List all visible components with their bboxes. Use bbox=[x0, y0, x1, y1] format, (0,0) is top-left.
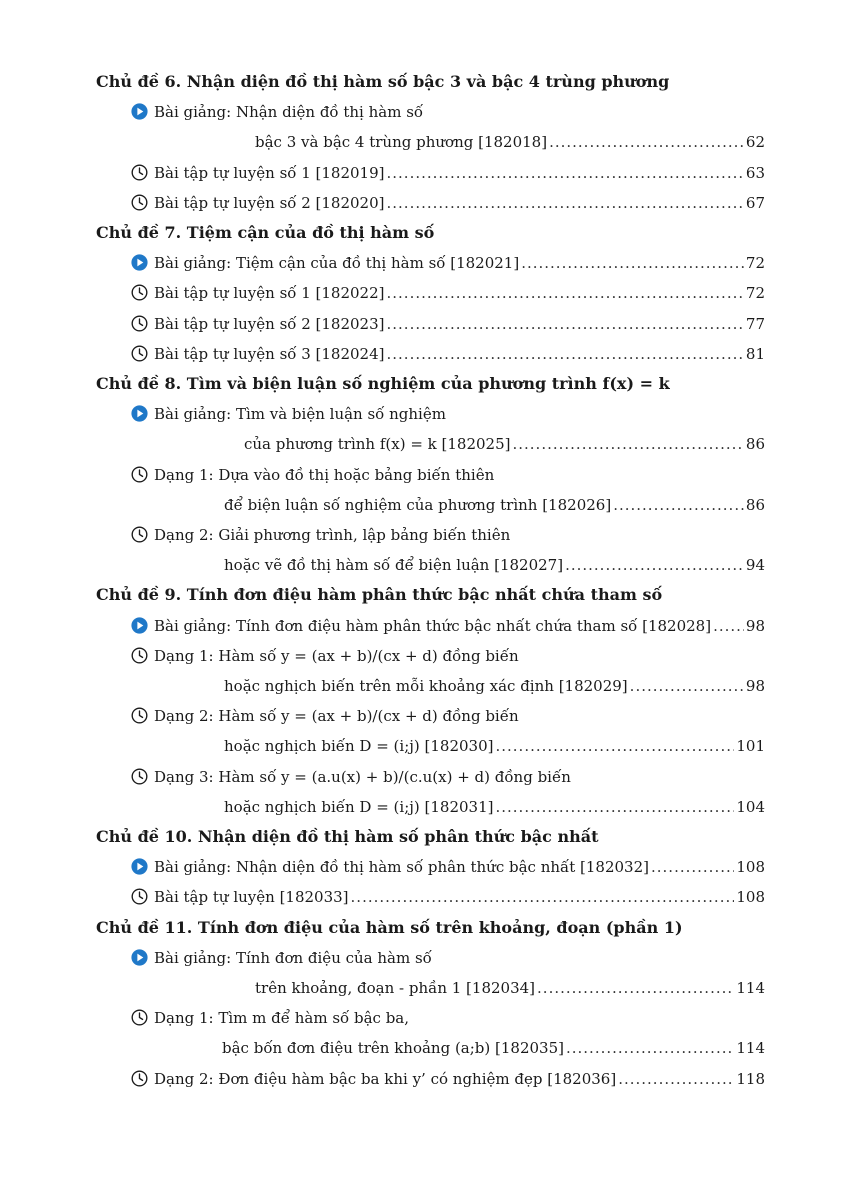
page-number: 63 bbox=[745, 163, 765, 182]
toc-entry-title[interactable]: Bài giảng: Tính đơn điệu của hàm số bbox=[154, 948, 432, 967]
page-number: 94 bbox=[745, 556, 765, 575]
clock-icon bbox=[131, 707, 148, 724]
play-icon bbox=[131, 254, 148, 271]
toc-entry-title: Bài giảng: Nhận diện đồ thị hàm số phân thức bậc nhất [182032] bbox=[154, 858, 649, 877]
dot-leader bbox=[387, 344, 744, 364]
page-number: 108 bbox=[736, 888, 765, 907]
dot-leader bbox=[613, 495, 744, 515]
toc-entry-title: hoặc nghịch biến D = (i;j) [182030] bbox=[224, 737, 494, 756]
page-number: 118 bbox=[736, 1069, 765, 1088]
toc-entry-link[interactable] bbox=[154, 1069, 765, 1089]
section-heading[interactable]: Chủ đề 11. Tính đơn điệu của hàm số trên khoảng, đoạn (phần 1) bbox=[96, 917, 683, 937]
play-icon bbox=[131, 405, 148, 422]
toc-entry-link[interactable] bbox=[154, 314, 765, 334]
clock-icon bbox=[131, 345, 148, 362]
dot-leader bbox=[651, 857, 734, 877]
toc-entry-title: Bài tập tự luyện số 1 [182022] bbox=[154, 284, 385, 303]
toc-entry-title: Bài giảng: Tính đơn điệu hàm phân thức bậc nhất chứa tham số [182028] bbox=[154, 616, 712, 635]
play-icon bbox=[131, 858, 148, 875]
toc-entry-link[interactable] bbox=[154, 857, 765, 877]
toc-entry-title[interactable]: Dạng 2: Hàm số y = (ax + b)/(cx + d) đồng biến bbox=[154, 707, 519, 726]
toc-entry-title: hoặc vẽ đồ thị hàm số để biện luận [182027] bbox=[224, 556, 564, 575]
play-icon bbox=[131, 949, 148, 966]
toc-entry-link[interactable] bbox=[224, 797, 765, 817]
page-number: 67 bbox=[745, 193, 765, 212]
page-number: 101 bbox=[736, 737, 765, 756]
toc-entry-title[interactable]: Dạng 2: Giải phương trình, lập bảng biến thiên bbox=[154, 526, 511, 544]
clock-icon bbox=[131, 768, 148, 785]
toc-entry-link[interactable] bbox=[154, 163, 765, 183]
toc-entry-link[interactable] bbox=[255, 132, 765, 152]
page-number: 62 bbox=[745, 133, 765, 152]
clock-icon bbox=[131, 888, 148, 905]
page-number: 72 bbox=[745, 284, 765, 303]
page-number: 86 bbox=[745, 435, 765, 454]
dot-leader bbox=[351, 887, 735, 907]
toc-entry-title: Bài tập tự luyện số 3 [182024] bbox=[154, 344, 385, 363]
toc-entry-title[interactable]: Dạng 1: Dựa vào đồ thị hoặc bảng biến thiên bbox=[154, 465, 495, 484]
play-icon bbox=[131, 103, 148, 120]
toc-entry-link[interactable] bbox=[154, 193, 765, 213]
page-number: 77 bbox=[745, 314, 765, 333]
page-number: 108 bbox=[736, 858, 765, 877]
toc-entry-title: hoặc nghịch biến trên mỗi khoảng xác định [182029] bbox=[224, 677, 628, 695]
clock-icon bbox=[131, 284, 148, 301]
dot-leader bbox=[521, 253, 744, 273]
page-number: 98 bbox=[745, 616, 765, 635]
dot-leader bbox=[387, 314, 744, 334]
clock-icon bbox=[131, 315, 148, 332]
dot-leader bbox=[512, 434, 743, 454]
dot-leader bbox=[565, 555, 744, 575]
clock-icon bbox=[131, 164, 148, 181]
dot-leader bbox=[387, 283, 744, 303]
toc-entry-title[interactable]: Bài giảng: Nhận diện đồ thị hàm số bbox=[154, 103, 424, 122]
toc-entry-link[interactable] bbox=[255, 978, 765, 998]
dot-leader bbox=[387, 193, 744, 213]
toc-entry-title: hoặc nghịch biến D = (i;j) [182031] bbox=[224, 797, 494, 816]
toc-entry-link[interactable] bbox=[154, 253, 765, 273]
dot-leader bbox=[618, 1069, 734, 1089]
dot-leader bbox=[566, 1038, 734, 1058]
clock-icon bbox=[131, 526, 148, 543]
toc-entry-link[interactable] bbox=[154, 283, 765, 303]
toc-entry-link[interactable] bbox=[222, 1038, 765, 1058]
toc-entry-link[interactable] bbox=[154, 616, 765, 636]
toc-entry-title: bậc 3 và bậc 4 trùng phương [182018] bbox=[255, 133, 548, 152]
clock-icon bbox=[131, 1009, 148, 1026]
toc-entry-title[interactable]: Bài giảng: Tìm và biện luận số nghiệm bbox=[154, 405, 446, 424]
page-number: 86 bbox=[745, 495, 765, 514]
dot-leader bbox=[495, 736, 734, 756]
dot-leader bbox=[549, 132, 744, 152]
toc-entry-title: để biện luận số nghiệm của phương trình [182026] bbox=[224, 495, 612, 514]
toc-entry-link[interactable] bbox=[224, 555, 765, 575]
section-heading[interactable]: Chủ đề 6. Nhận diện đồ thị hàm số bậc 3 và bậc 4 trùng phương bbox=[96, 72, 670, 91]
toc-entry-title: Bài tập tự luyện số 2 [182020] bbox=[154, 193, 385, 212]
dot-leader bbox=[387, 163, 744, 183]
clock-icon bbox=[131, 647, 148, 664]
page-number: 104 bbox=[736, 797, 765, 816]
toc-entry-title[interactable]: Dạng 1: Hàm số y = (ax + b)/(cx + d) đồng biến bbox=[154, 646, 519, 665]
toc-entry-link[interactable] bbox=[224, 736, 765, 756]
section-heading[interactable]: Chủ đề 8. Tìm và biện luận số nghiệm của phương trình f(x) = k bbox=[96, 374, 670, 393]
clock-icon bbox=[131, 466, 148, 483]
toc-entry-title: trên khoảng, đoạn - phần 1 [182034] bbox=[255, 979, 536, 997]
toc-entry-title: Bài tập tự luyện số 1 [182019] bbox=[154, 163, 385, 182]
toc-entry-link[interactable] bbox=[154, 887, 765, 907]
toc-entry-title: Dạng 2: Đơn điệu hàm bậc ba khi y’ có nghiệm đẹp [182036] bbox=[154, 1069, 617, 1088]
clock-icon bbox=[131, 1070, 148, 1087]
dot-leader bbox=[537, 978, 734, 998]
page-number: 98 bbox=[745, 677, 765, 695]
toc-entry-title[interactable]: Dạng 1: Tìm m để hàm số bậc ba, bbox=[154, 1009, 410, 1028]
section-heading[interactable]: Chủ đề 10. Nhận diện đồ thị hàm số phân thức bậc nhất bbox=[96, 827, 599, 846]
dot-leader bbox=[630, 676, 744, 696]
toc-entry-title: Bài tập tự luyện [182033] bbox=[154, 888, 349, 907]
toc-entry-title: Bài tập tự luyện số 2 [182023] bbox=[154, 314, 385, 333]
page-number: 81 bbox=[745, 344, 765, 363]
section-heading[interactable]: Chủ đề 9. Tính đơn điệu hàm phân thức bậc nhất chứa tham số bbox=[96, 585, 663, 605]
toc-entry-link[interactable] bbox=[224, 495, 765, 515]
toc-entry-title: của phương trình f(x) = k [182025] bbox=[244, 435, 511, 454]
toc-entry-link[interactable] bbox=[154, 344, 765, 364]
dot-leader bbox=[713, 616, 744, 636]
toc-entry-link[interactable] bbox=[244, 434, 765, 454]
section-heading[interactable]: Chủ đề 7. Tiệm cận của đồ thị hàm số bbox=[96, 223, 435, 242]
play-icon bbox=[131, 617, 148, 634]
clock-icon bbox=[131, 194, 148, 211]
toc-entry-title: Bài giảng: Tiệm cận của đồ thị hàm số [182021] bbox=[154, 254, 520, 273]
toc-entry-title[interactable]: Dạng 3: Hàm số y = (a.u(x) + b)/(c.u(x) + d) đồng biến bbox=[154, 767, 571, 786]
page-number: 114 bbox=[736, 1039, 765, 1058]
dot-leader bbox=[495, 797, 734, 817]
page-number: 114 bbox=[736, 979, 765, 997]
toc-entry-title: bậc bốn đơn điệu trên khoảng (a;b) [182035] bbox=[222, 1039, 564, 1058]
page-number: 72 bbox=[745, 254, 765, 273]
toc-entry-link[interactable] bbox=[224, 676, 765, 696]
